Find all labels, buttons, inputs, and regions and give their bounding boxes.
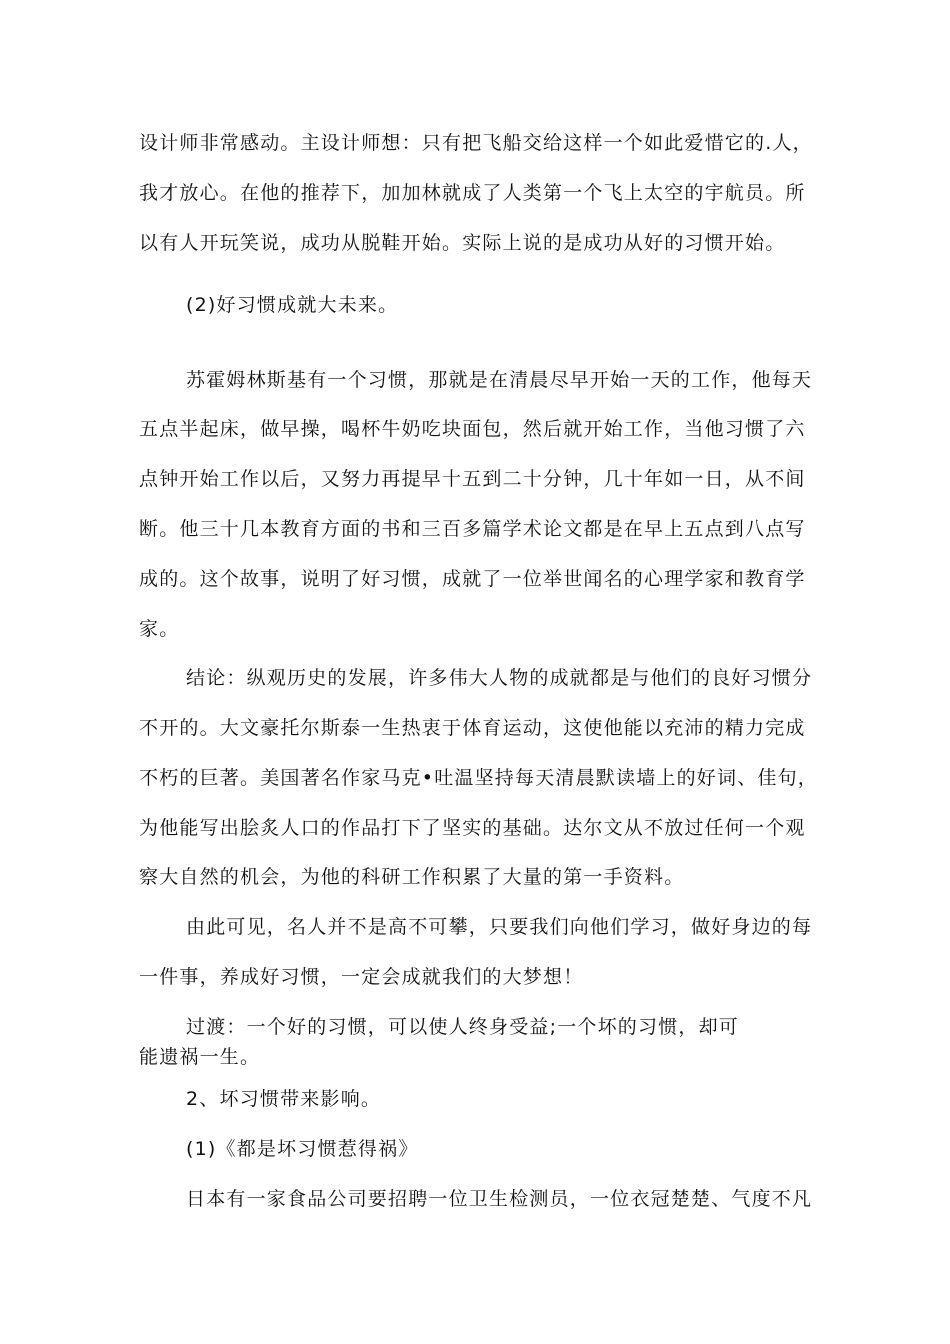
text-line: 不朽的巨著。美国著名作家马克•吐温坚持每天清晨默读墙上的好词、佳句，	[139, 767, 819, 789]
text-line: 成的。这个故事，说明了好习惯，成就了一位举世闻名的心理学家和教育学	[139, 568, 806, 590]
text-line: 能遗祸一生。	[139, 1046, 261, 1068]
text-line: 以有人开玩笑说，成功从脱鞋开始。实际上说的是成功从好的习惯开始。	[139, 232, 786, 254]
text-line: 点钟开始工作以后，又努力再提早十五到二十分钟，几十年如一日，从不间	[139, 468, 806, 490]
text-line: 日本有一家食品公司要招聘一位卫生检测员，一位衣冠楚楚、气度不凡	[186, 1188, 813, 1210]
text-line: 过渡：一个好的习惯，可以使人终身受益;一个坏的习惯，却可	[186, 1016, 740, 1038]
text-line: 设计师非常感动。主设计师想：只有把飞船交给这样一个如此爱惜它的.人，	[139, 132, 813, 154]
text-line: 我才放心。在他的推荐下，加加林就成了人类第一个飞上太空的宇航员。所	[139, 182, 806, 204]
section-heading: 2、坏习惯带来影响。	[186, 1088, 382, 1110]
section-heading: (2)好习惯成就大未来。	[186, 294, 399, 316]
text-line: 结论：纵观历史的发展，许多伟大人物的成就都是与他们的良好习惯分	[186, 667, 813, 689]
text-line: 不开的。大文豪托尔斯泰一生热衷于体育运动，这使他能以充沛的精力完成	[139, 717, 806, 739]
text-line: 一件事，养成好习惯，一定会成就我们的大梦想！	[139, 966, 584, 988]
text-line: 察大自然的机会，为他的科研工作积累了大量的第一手资料。	[139, 866, 685, 888]
text-line: 断。他三十几本教育方面的书和三百多篇学术论文都是在早上五点到八点写	[139, 518, 806, 540]
text-line: 苏霍姆林斯基有一个习惯，那就是在清晨尽早开始一天的工作，他每天	[186, 369, 813, 391]
text-line: 为他能写出脍炙人口的作品打下了坚实的基础。达尔文从不放过任何一个观	[139, 817, 806, 839]
section-heading: (1)《都是坏习惯惹得祸》	[186, 1138, 419, 1160]
text-line: 家。	[139, 618, 180, 640]
text-line: 五点半起床，做早操，喝杯牛奶吃块面包，然后就开始工作，当他习惯了六	[139, 418, 806, 440]
text-line: 由此可见，名人并不是高不可攀，只要我们向他们学习，做好身边的每	[186, 916, 813, 938]
